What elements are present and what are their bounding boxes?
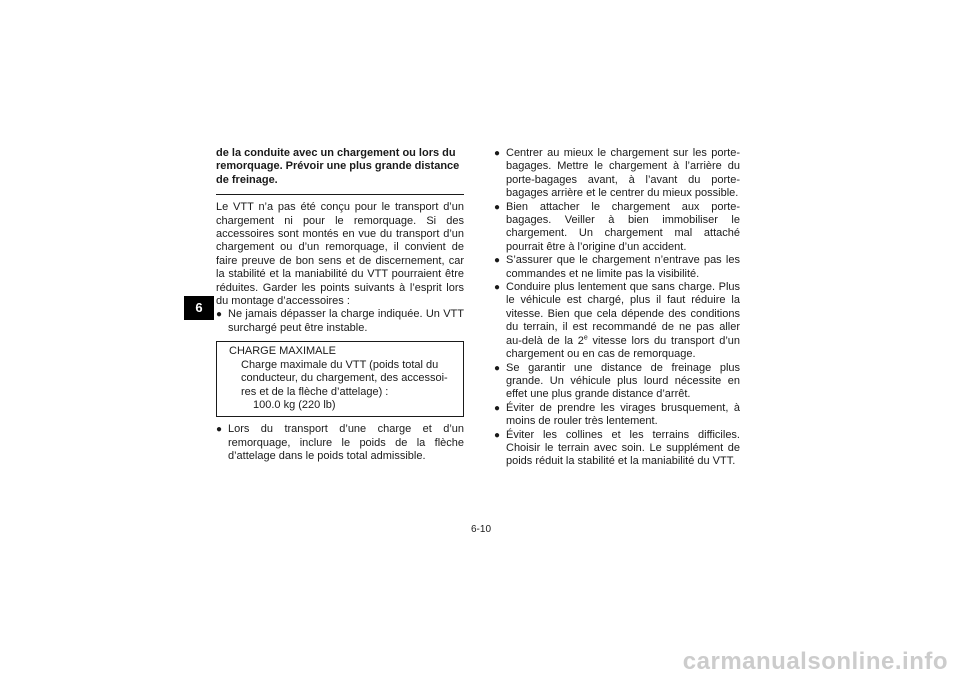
list-item: ● Lors du transport d’une charge et d’un remorquage, inclure le poids de la flèche d’attelage dans le poids total admissible. [216, 423, 464, 463]
bullet-icon: ● [216, 424, 223, 436]
bullet-icon: ● [216, 309, 223, 321]
bullet-icon: ● [494, 148, 501, 159]
list-item: ● S’assurer que le chargement n’entrave pas les commandes et ne limite pas la visibilité. [494, 254, 740, 280]
list-item: ● Conduire plus lentement que sans charge. Plus le véhicule est chargé, plus il faut réduire la vitesse. Bien que cela dépende des conditions du terrain, il est recommandé de ne pas aller au-delà de la 2e vitesse lors du transport d’un chargement ou en cas de remorquage. [494, 281, 740, 361]
bullet-list [494, 147, 740, 469]
warning-text [216, 147, 464, 187]
spec-value: 100.0 kg (220 lb) [253, 398, 336, 411]
warning-line: remorquage. Prévoir une plus grande distance [216, 160, 460, 173]
max-load-spec-box [216, 341, 464, 417]
warning-line: de la conduite avec un chargement ou lors du [216, 147, 456, 159]
list-item: ● Éviter les collines et les terrains difficiles. Choisir le terrain avec soin. Le supplément de poids réduit la stabilité et la maniabilité du VTT. [494, 428, 740, 468]
bullet-icon: ● [494, 429, 501, 441]
page-number: 6-10 [470, 524, 491, 535]
bullet-icon: ● [494, 201, 501, 213]
warning-line: de freinage. [216, 173, 278, 186]
list-item: ● Ne jamais dépasser la charge indiquée. Un VTT surchargé peut être instable. [216, 308, 464, 334]
spec-heading: CHARGE MAXIMALE [229, 345, 336, 358]
spec-line: conducteur, du chargement, des accessoi- [241, 372, 448, 385]
spec-line: Charge maximale du VTT (poids total du [241, 358, 439, 371]
bullet-icon: ● [494, 362, 501, 374]
bullet-icon: ● [494, 255, 501, 267]
divider [216, 194, 464, 195]
spec-line: res et de la flèche d’attelage) : [241, 385, 389, 398]
bullet-list [216, 308, 464, 335]
chapter-tab: 6 [184, 296, 214, 320]
left-column [216, 147, 464, 464]
intro-paragraph: Le VTT n’a pas été conçu pour le transport d’un chargement ni pour le remorquage. Si des accessoires sont montés en vue du transport d’un chargement ou d’un remorquage, il convient de faire preuve de bon sens et de discernement, car la stabilité et la maniabilité du VTT pourraient être réduites. Garder les points suivants à l’esprit lors du montage d’accessoires : [216, 201, 464, 308]
watermark: carmanualsonline.info [682, 648, 948, 675]
list-item: ● Se garantir une distance de freinage plus grande. Un véhicule plus lourd nécessite en effet une plus grande distance d’arrêt. [494, 361, 740, 401]
list-item: ● Centrer au mieux le chargement sur les porte-bagages. Mettre le chargement à l’arrière du porte-bagages avant, à l’avant du porte-bagages arrière et le centrer du mieux possible. [494, 147, 740, 200]
bullet-icon: ● [494, 282, 501, 294]
list-item: ● Éviter de prendre les virages brusquement, à moins de rouler très lentement. [494, 401, 740, 428]
list-item: ● Bien attacher le chargement aux porte-bagages. Veiller à bien immobiliser le chargement. Un chargement mal attaché pourrait être à l’origine d’un accident. [494, 200, 740, 253]
bullet-list [216, 423, 464, 463]
bullet-icon: ● [494, 402, 501, 414]
right-column [494, 147, 740, 469]
